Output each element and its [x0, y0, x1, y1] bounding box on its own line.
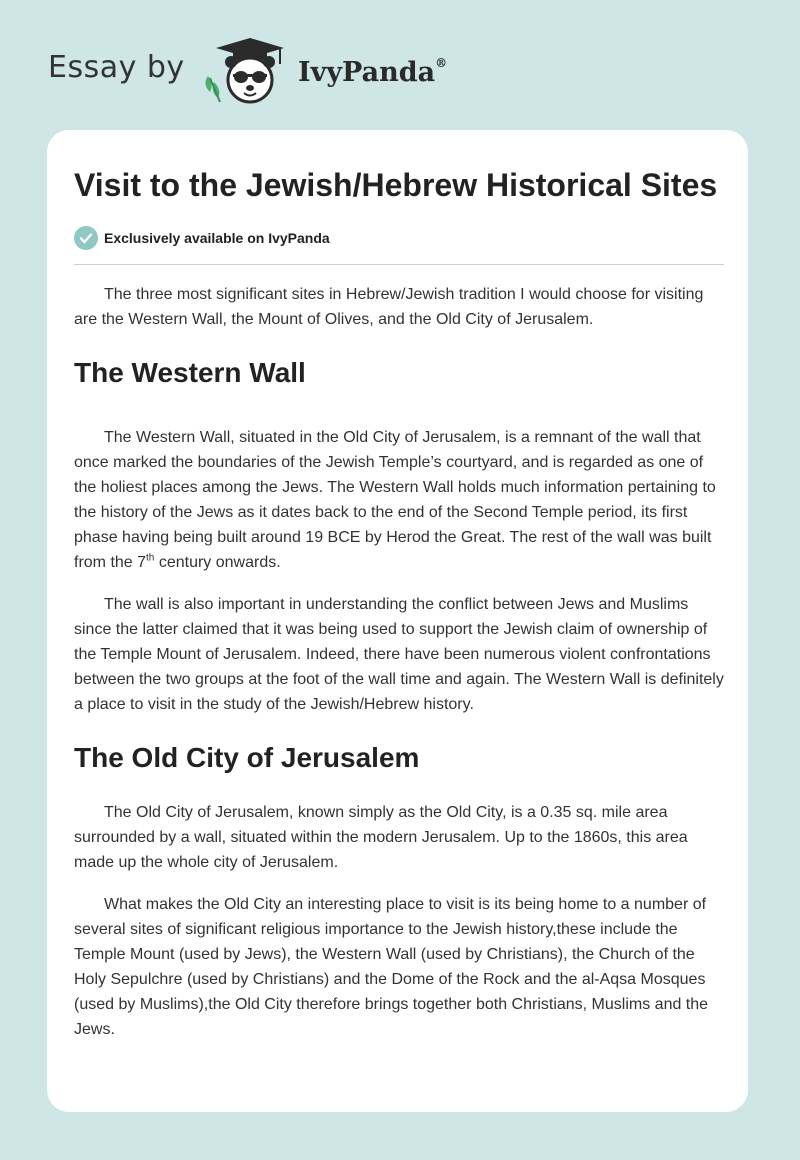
western-wall-paragraph-1 [74, 425, 724, 575]
check-icon [74, 226, 98, 250]
ordinal-suffix: th [146, 552, 155, 564]
panda-graduate-icon[interactable] [200, 36, 292, 108]
registered-mark: ® [435, 56, 448, 70]
essay-card [47, 130, 748, 1112]
brand-label: IvyPanda [298, 57, 436, 88]
paragraph-text: The Western Wall, situated in the Old City of Jerusalem, is a remnant of the wall that once marked the boundaries of the Jewish Temple’s courtyard, and is regarded as one of the holiest places among the Jews. The Western Wall holds much information pertaining to the history of the Jews as it dates back to the end of the Second Temple period, its first phase having being built around 19 BCE by Herod the Great. The rest of the wall was built from the 7 [74, 429, 716, 571]
old-city-paragraph-2: What makes the Old City an interesting place to visit is its being home to a number of several sites of significant religious importance to the Jewish history,these include the Temple Mount (used by Jews), the Western Wall (used by Christians), the Church of the Holy Sepulchre (used by Christians) and the Dome of the Rock and the al-Aqsa Mosques (used by Muslims),the Old City therefore brings together both Christians, Muslims and the Jews. [74, 896, 709, 1038]
section-heading-western-wall: The Western Wall [74, 357, 306, 388]
paragraph-text-end: century onwards. [154, 554, 281, 571]
brand-name[interactable] [298, 56, 447, 88]
essay-content [74, 164, 724, 1042]
divider [74, 264, 724, 265]
essay-title: Visit to the Jewish/Hebrew Historical Sites [74, 167, 718, 203]
section-heading-old-city: The Old City of Jerusalem [74, 742, 420, 773]
essay-by-label: Essay by [48, 50, 185, 85]
site-header [0, 0, 800, 130]
exclusive-badge [74, 226, 724, 250]
old-city-paragraph-1: The Old City of Jerusalem, known simply as the Old City, is a 0.35 sq. mile area surrounded by a wall, situated within the modern Jerusalem. Up to the 1860s, this area made up the whole city of Jerusalem. [74, 804, 688, 871]
exclusive-badge-label: Exclusively available on IvyPanda [104, 230, 330, 246]
intro-paragraph: The three most significant sites in Hebrew/Jewish tradition I would choose for visiting are the Western Wall, the Mount of Olives, and the Old City of Jerusalem. [74, 286, 704, 328]
western-wall-paragraph-2: The wall is also important in understanding the conflict between Jews and Muslims since the latter claimed that it was being used to support the Jewish claim of ownership of the Temple Mount of Jerusalem. Indeed, there have been numerous violent confrontations between the two groups at the foot of the wall time and again. The Western Wall is definitely a place to visit in the study of the Jewish/Hebrew history. [74, 596, 724, 713]
